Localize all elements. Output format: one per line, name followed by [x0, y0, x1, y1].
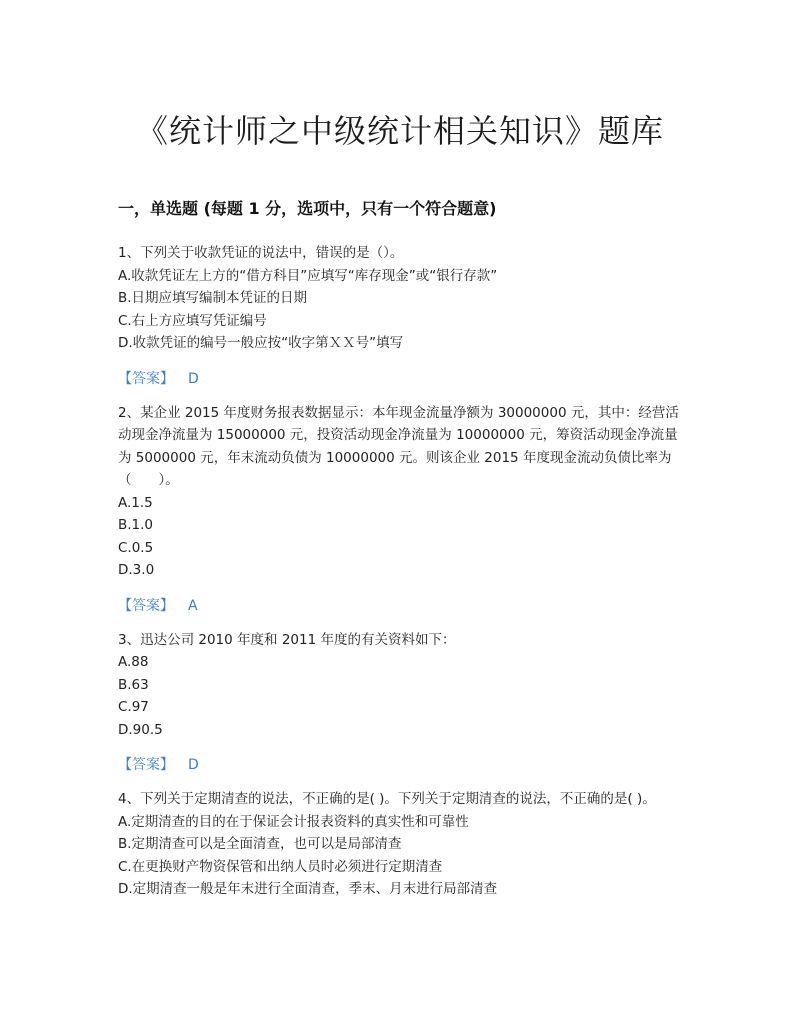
answer-line: [118, 595, 688, 617]
option-d: D.定期清查一般是年末进行全面清查，季末、月末进行局部清查: [118, 881, 498, 897]
option-a: A.1.5: [118, 494, 153, 511]
answer-value: D: [188, 370, 199, 387]
answer-line: [118, 754, 688, 776]
option-b: B.日期应填写编制本凭证的日期: [118, 290, 308, 306]
question-text: 4、下列关于定期清查的说法，不正确的是( )。下列关于定期清查的说法，不正确的是( )。: [118, 791, 656, 807]
answer-value: A: [188, 597, 198, 614]
answer-label: 【答案】: [118, 597, 174, 614]
question-1: [118, 242, 688, 390]
option-a: A.收款凭证左上方的“借方科目”应填写“库存现金”或“银行存款”: [118, 267, 498, 284]
answer-line: [118, 368, 688, 390]
option-d: D.3.0: [118, 562, 155, 578]
question-text: 3、迅达公司 2010 年度和 2011 年度的有关资料如下：: [118, 631, 456, 648]
question-4: [118, 788, 688, 901]
section-heading: 一，单选题 (每题 1 分，选项中，只有一个符合题意): [118, 199, 497, 218]
question-text: 1、下列关于收款凭证的说法中，错误的是（）。: [118, 245, 404, 261]
option-d: D.收款凭证的编号一般应按“收字第ＸＸ号”填写: [118, 335, 404, 351]
option-a: A.定期清查的目的在于保证会计报表资料的真实性和可靠性: [118, 813, 469, 830]
option-b: B.1.0: [118, 517, 154, 533]
answer-value: D: [188, 757, 199, 773]
question-list: [118, 242, 688, 901]
option-c: C.在更换财产物资保管和出纳人员时必须进行定期清查: [118, 858, 443, 875]
option-b: B.63: [118, 676, 149, 693]
option-a: A.88: [118, 654, 149, 670]
question-2: [118, 402, 688, 617]
option-c: C.97: [118, 699, 149, 715]
option-c: C.右上方应填写凭证编号: [118, 312, 267, 329]
option-b: B.定期清查可以是全面清查，也可以是局部清查: [118, 836, 402, 852]
option-d: D.90.5: [118, 721, 163, 738]
answer-label: 【答案】: [118, 370, 174, 387]
document-title: 《统计师之中级统计相关知识》题库: [135, 112, 664, 150]
option-c: C.0.5: [118, 539, 154, 556]
question-3: [118, 629, 688, 777]
question-text: 2、某企业 2015 年度财务报表数据显示：本年现金流量净额为 30000000 元，其中：经营活动现金净流量为 15000000 元，投资活动现金净流量为 10000000 元，筹资活动现金净流量为 5000000 元，年末流动负债为 10000000 元。则该企业 2015 年度现金流动负债比率为（ ）。: [118, 404, 679, 488]
answer-label: 【答案】: [118, 757, 174, 773]
